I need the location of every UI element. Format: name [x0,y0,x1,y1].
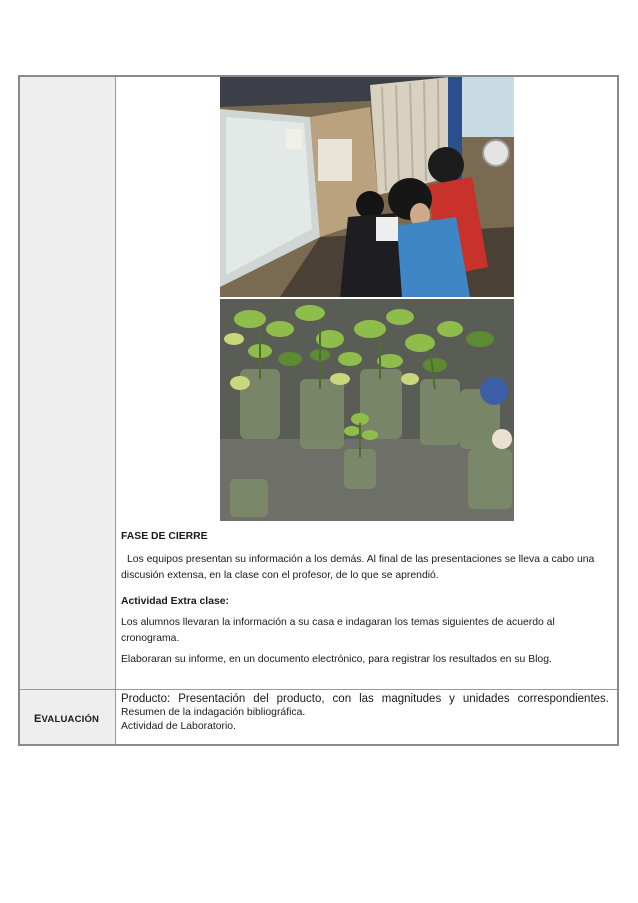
summary-line: Resumen de la indagación bibliográfica. [121,707,306,718]
closing-paragraph: Los equipos presentan su información a los demás. Al final de las presentaciones se lleva a cabo una discusión extensa, en la clase con el profesor, de lo que se aprendió. [121,554,595,581]
classroom-photo [220,77,514,297]
product-line: Producto: Presentación del producto, con las magnitudes y unidades correspondientes. [121,693,609,705]
evaluation-label: EVALUACIÓN [34,713,100,725]
plants-photo [220,299,514,521]
extra-heading: Actividad Extra clase: [121,596,229,607]
extra-paragraph-blog: Elaboraran su informe, en un documento electrónico, para registrar los resultados en su Blog. [121,654,552,665]
closing-heading: FASE DE CIERRE [121,531,208,542]
lesson-table [18,75,619,746]
evaluation-section [121,689,609,734]
closing-section [121,529,609,668]
lab-line: Actividad de Laboratorio. [121,721,236,732]
extra-paragraph: Los alumnos llevaran la información a su casa e indagaran los temas siguientes de acuerdo al cronograma. [121,617,555,644]
label-column [20,77,116,744]
